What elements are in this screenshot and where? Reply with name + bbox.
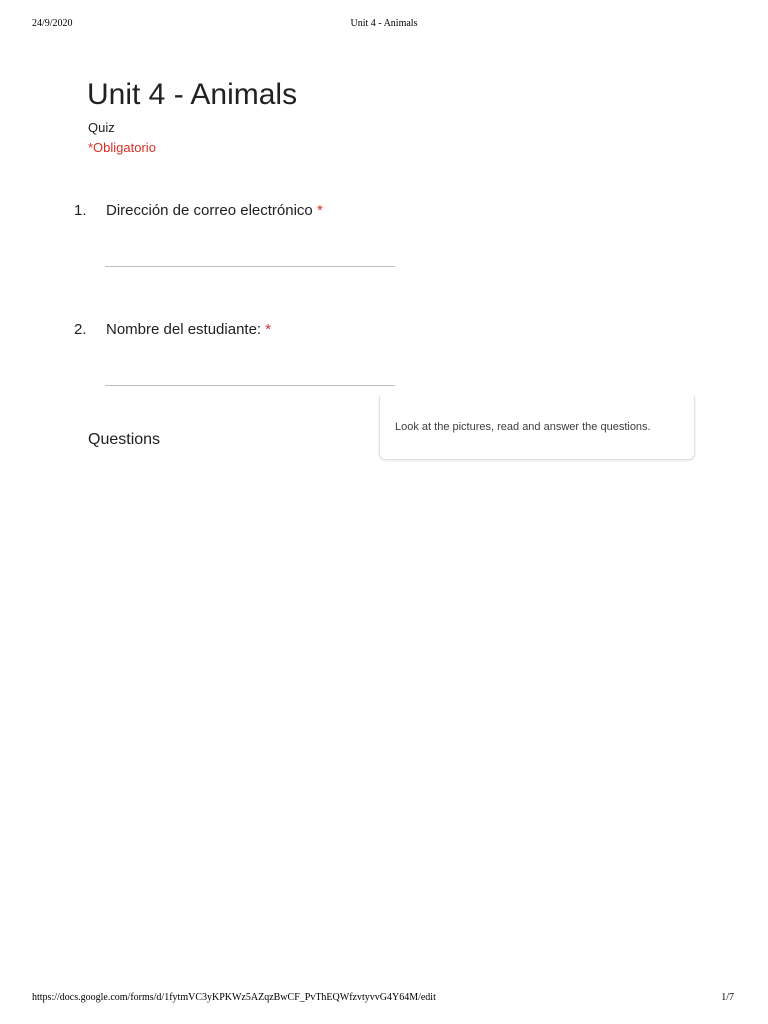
question-label: [106, 202, 323, 219]
question-label: [106, 321, 271, 338]
email-answer-field[interactable]: [105, 266, 395, 267]
print-header: [0, 18, 768, 32]
question-label-text: Dirección de correo electrónico: [106, 202, 313, 219]
section-description-card: [379, 396, 695, 460]
question-number: 1.: [74, 202, 87, 219]
print-title: Unit 4 - Animals: [350, 18, 418, 29]
print-url: https://docs.google.com/forms/d/1fytmVC3yKPKWz5AZqzBwCF_PvThEQWfzvtyvvG4Y64M/edit: [32, 992, 436, 1003]
form-description: Quiz: [88, 120, 115, 135]
student-name-answer-field[interactable]: [105, 385, 395, 386]
required-asterisk: *: [316, 202, 323, 219]
print-page-number: 1/7: [721, 992, 734, 1003]
section-title: Questions: [88, 431, 161, 448]
required-asterisk: *: [265, 321, 272, 338]
print-footer: [0, 992, 768, 1006]
required-note: *Obligatorio: [88, 140, 156, 155]
print-date: 24/9/2020: [32, 18, 73, 29]
question-number: 2.: [74, 321, 87, 338]
question-label-text: Nombre del estudiante:: [106, 321, 262, 338]
section-description: Look at the pictures, read and answer the questions.: [395, 421, 651, 433]
form-title: Unit 4 - Animals: [87, 78, 298, 111]
